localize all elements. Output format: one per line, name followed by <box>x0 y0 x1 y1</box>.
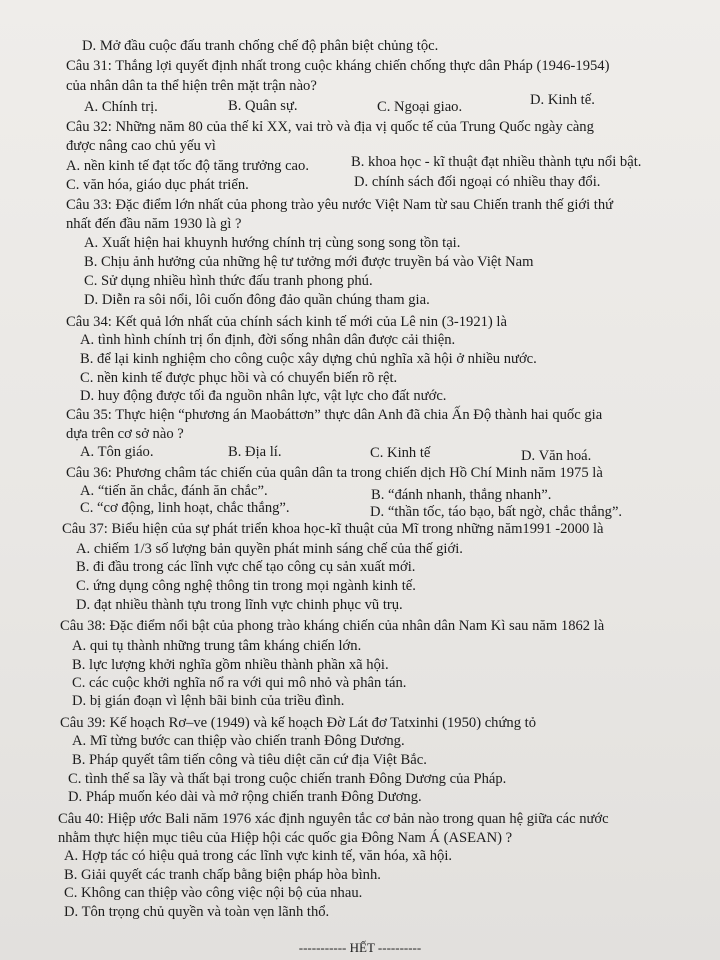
question-38-option-b: B. lực lượng khởi nghĩa gồm nhiều thành phần xã hội. <box>72 657 389 673</box>
question-32-option-b: B. khoa học - kĩ thuật đạt nhiều thành tựu nổi bật. <box>351 154 642 170</box>
question-35-stem-line-2: dựa trên cơ sở nào ? <box>66 426 184 442</box>
question-36-stem: Câu 36: Phương châm tác chiến của quân dân ta trong chiến dịch Hồ Chí Minh năm 1975 là <box>66 465 603 481</box>
question-31-option-a: A. Chính trị. <box>84 99 158 115</box>
question-38-option-d: D. bị gián đoạn vì lệnh bãi binh của triều đình. <box>72 693 345 709</box>
question-33-stem-line-2: nhất đến đầu năm 1930 là gì ? <box>66 216 242 232</box>
question-31-stem-line-1: Câu 31: Thắng lợi quyết định nhất trong cuộc kháng chiến chống thực dân Pháp (1946-1954) <box>66 58 610 74</box>
question-31-option-c: C. Ngoại giao. <box>377 99 463 115</box>
question-33-option-a: A. Xuất hiện hai khuynh hướng chính trị cùng song song tồn tại. <box>84 235 461 251</box>
question-35-option-c: C. Kinh tế <box>370 445 431 461</box>
question-36-option-c: C. “cơ động, linh hoạt, chắc thắng”. <box>80 500 290 516</box>
question-31-stem-line-2: của nhân dân ta thể hiện trên mặt trận nào? <box>66 78 317 94</box>
question-36-option-d: D. “thần tốc, táo bạo, bất ngờ, chắc thắng”. <box>370 504 623 520</box>
question-39-option-d: D. Pháp muốn kéo dài và mở rộng chiến tranh Đông Dương. <box>68 789 422 805</box>
question-40-option-c: C. Không can thiệp vào công việc nội bộ của nhau. <box>64 885 363 901</box>
question-33-option-b: B. Chịu ảnh hưởng của những hệ tư tưởng mới được truyền bá vào Việt Nam <box>84 254 534 270</box>
question-37-option-b: B. đi đầu trong các lĩnh vực chế tạo công cụ sản xuất mới. <box>76 559 416 575</box>
question-37-option-c: C. ứng dụng công nghệ thông tin trong mọi ngành kinh tế. <box>76 578 416 594</box>
question-39-stem: Câu 39: Kế hoạch Rơ–ve (1949) và kế hoạch Đờ Lát đơ Tatxinhi (1950) chứng tỏ <box>60 715 536 731</box>
question-39-option-c: C. tình thế sa lầy và thất bại trong cuộc chiến tranh Đông Dương của Pháp. <box>68 771 507 787</box>
question-34-option-a: A. tình hình chính trị ổn định, đời sống nhân dân được cải thiện. <box>80 332 456 348</box>
question-40-option-d: D. Tôn trọng chủ quyền và toàn vẹn lãnh thổ. <box>64 904 330 920</box>
question-31-option-d: D. Kinh tế. <box>530 92 595 108</box>
question-34-stem: Câu 34: Kết quả lớn nhất của chính sách kinh tế mới của Lê nin (3-1921) là <box>66 314 507 330</box>
question-39-option-a: A. Mĩ từng bước can thiệp vào chiến tranh Đông Dương. <box>72 733 405 749</box>
question-33-stem-line-1: Câu 33: Đặc điểm lớn nhất của phong trào yêu nước Việt Nam từ sau Chiến tranh thế giới thứ <box>66 197 614 213</box>
question-37-option-d: D. đạt nhiều thành tựu trong lĩnh vực chinh phục vũ trụ. <box>76 597 403 613</box>
question-36-option-a: A. “tiến ăn chắc, đánh ăn chắc”. <box>80 483 268 499</box>
question-37-option-a: A. chiếm 1/3 số lượng bản quyền phát minh sáng chế của thế giới. <box>76 541 463 557</box>
question-40-stem-line-1: Câu 40: Hiệp ước Bali năm 1976 xác định nguyên tắc cơ bản nào trong quan hệ giữa các nước <box>58 811 609 827</box>
question-32-option-a: A. nền kinh tế đạt tốc độ tăng trưởng cao. <box>66 158 309 174</box>
question-40-option-b: B. Giải quyết các tranh chấp bằng biện pháp hòa bình. <box>64 867 381 883</box>
question-32-option-d: D. chính sách đối ngoại có nhiều thay đổi. <box>354 174 601 190</box>
question-35-option-d: D. Văn hoá. <box>521 448 592 464</box>
question-38-option-c: C. các cuộc khởi nghĩa nổ ra với qui mô nhỏ và phân tán. <box>72 675 407 691</box>
question-34-option-b: B. để lại kinh nghiệm cho công cuộc xây dựng chủ nghĩa xã hội ở nhiều nước. <box>80 351 537 367</box>
question-33-option-c: C. Sử dụng nhiều hình thức đấu tranh phong phú. <box>84 273 373 289</box>
question-39-option-b: B. Pháp quyết tâm tiến công và tiêu diệt căn cứ địa Việt Bắc. <box>72 752 427 768</box>
question-30-option-d: D. Mở đầu cuộc đấu tranh chống chế độ phân biệt chủng tộc. <box>82 38 439 54</box>
question-38-stem: Câu 38: Đặc điểm nổi bật của phong trào kháng chiến của nhân dân Nam Kì sau năm 1862 là <box>60 618 605 634</box>
question-35-option-a: A. Tôn giáo. <box>80 444 154 460</box>
question-34-option-d: D. huy động được tối đa nguồn nhân lực, vật lực cho đất nước. <box>80 388 447 404</box>
question-36-option-b: B. “đánh nhanh, thắng nhanh”. <box>371 487 552 503</box>
question-32-stem-line-2: được nâng cao chủ yếu vì <box>66 138 216 154</box>
question-34-option-c: C. nền kinh tế được phục hồi và có chuyển biến rõ rệt. <box>80 370 398 386</box>
question-38-option-a: A. qui tụ thành những trung tâm kháng chiến lớn. <box>72 638 362 654</box>
question-35-stem-line-1: Câu 35: Thực hiện “phương án Maobáttơn” thực dân Anh đã chia Ấn Độ thành hai quốc gia <box>66 407 603 423</box>
question-37-stem: Câu 37: Biểu hiện của sự phát triển khoa học-kĩ thuật của Mĩ trong những năm1991 -2000 là <box>62 521 604 537</box>
question-40-stem-line-2: nhằm thực hiện mục tiêu của Hiệp hội các quốc gia Đông Nam Á (ASEAN) ? <box>58 830 513 846</box>
question-40-option-a: A. Hợp tác có hiệu quả trong các lĩnh vực kinh tế, văn hóa, xã hội. <box>64 848 453 864</box>
question-33-option-d: D. Diễn ra sôi nổi, lôi cuốn đông đảo quần chúng tham gia. <box>84 292 430 308</box>
question-32-stem-line-1: Câu 32: Những năm 80 của thế kỉ XX, vai trò và địa vị quốc tế của Trung Quốc ngày càng <box>66 119 594 135</box>
question-32-option-c: C. văn hóa, giáo dục phát triển. <box>66 177 249 193</box>
end-marker: ----------- HẾT ---------- <box>298 940 422 955</box>
question-35-option-b: B. Địa lí. <box>228 444 282 460</box>
question-31-option-b: B. Quân sự. <box>228 98 298 114</box>
